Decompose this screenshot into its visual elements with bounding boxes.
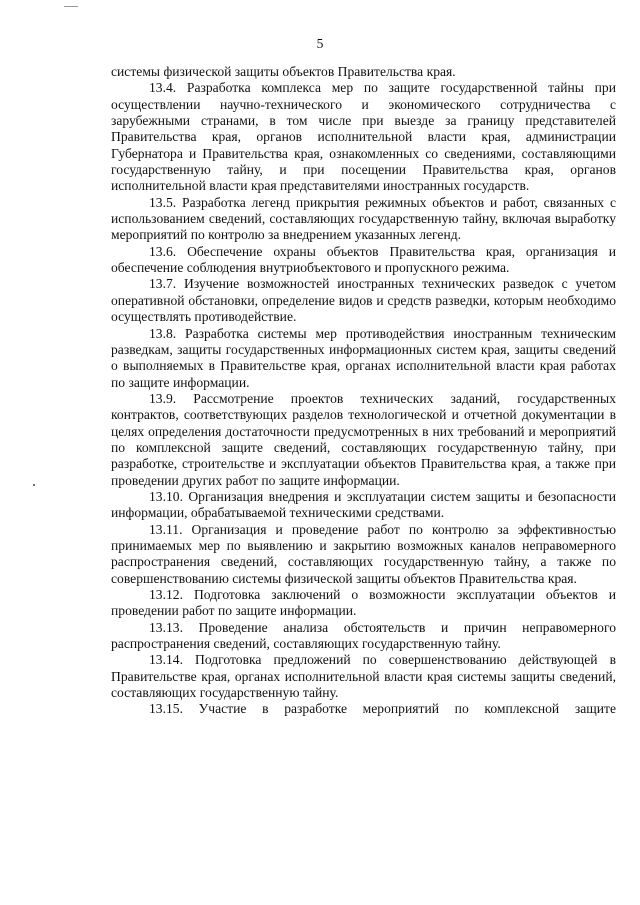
paragraph: системы физической защиты объектов Правительства края. bbox=[111, 64, 456, 79]
page-number: 5 bbox=[316, 36, 324, 51]
paragraph: 13.6. Обеспечение охраны объектов Правительства края, организация и обеспечение соблюдения внутриобъектового и пропускного режима. bbox=[111, 243, 616, 276]
paragraph: 13.14. Подготовка предложений по совершенствованию действующей в Правительстве края, органах исполнительной власти края системы защиты сведений, составляющих государственную тайну. bbox=[111, 652, 616, 701]
paragraph: 13.5. Разработка легенд прикрытия режимных объектов и работ, связанных с использованием сведений, составляющих государственную тайну, включая выработку мероприятий по контролю за внедрением указанных легенд. bbox=[111, 194, 616, 243]
paragraph: 13.13. Проведение анализа обстоятельств и причин неправомерного распространения сведений, составляющих государственную тайну. bbox=[111, 619, 616, 652]
paragraph: 13.15. Участие в разработке мероприятий по комплексной защите bbox=[149, 701, 616, 717]
paragraph: 13.12. Подготовка заключений о возможности эксплуатации объектов и проведении работ по защите информации. bbox=[111, 587, 616, 619]
paragraph: 13.4. Разработка комплекса мер по защите государственной тайны при осуществлении научно-технического и экономического сотрудничества с зарубежными странами, в том числе при выезде за границу представителей Правительства края, органов исполнительной власти края, администрации Губернатора и Правительства края, ознакомленных со сведениями, составляющими государственную тайну, и при посещении Правительства края, органов исполнительной власти края представителями иностранных государств. bbox=[111, 80, 616, 194]
paragraph: 13.10. Организация внедрения и эксплуатации систем защиты и безопасности информации, обрабатываемой техническими средствами. bbox=[111, 488, 616, 521]
paragraph: 13.7. Изучение возможностей иностранных технических разведок с учетом оперативной обстановки, определение видов и средств разведки, которым необходимо осуществлять противодействие. bbox=[111, 276, 616, 325]
paragraph: 13.9. Рассмотрение проектов технических заданий, государственных контрактов, соответствующих разделов технологической и отчетной документации в целях определения достаточности предусмотренных в них требований и мероприятий по комплексной защите сведений, составляющих государственную тайну, при разработке, строительстве и эксплуатации объектов Правительства края, а также при проведении других работ по защите информации. bbox=[111, 390, 616, 488]
paragraph: 13.8. Разработка системы мер противодействия иностранным техническим разведкам, защиты государственных информационных систем края, защиты сведений о выполняемых в Правительстве края, органах исполнительной власти края работах по защите информации. bbox=[111, 325, 616, 390]
scan-artifact bbox=[33, 484, 35, 486]
document-body bbox=[111, 64, 616, 718]
scan-artifact bbox=[64, 6, 78, 7]
paragraph: 13.11. Организация и проведение работ по контролю за эффективностью принимаемых мер по выявлению и закрытию возможных каналов неправомерного распространения сведений, составляющих государственную тайну, а также по совершенствованию системы физической защиты объектов Правительства края. bbox=[111, 521, 616, 586]
